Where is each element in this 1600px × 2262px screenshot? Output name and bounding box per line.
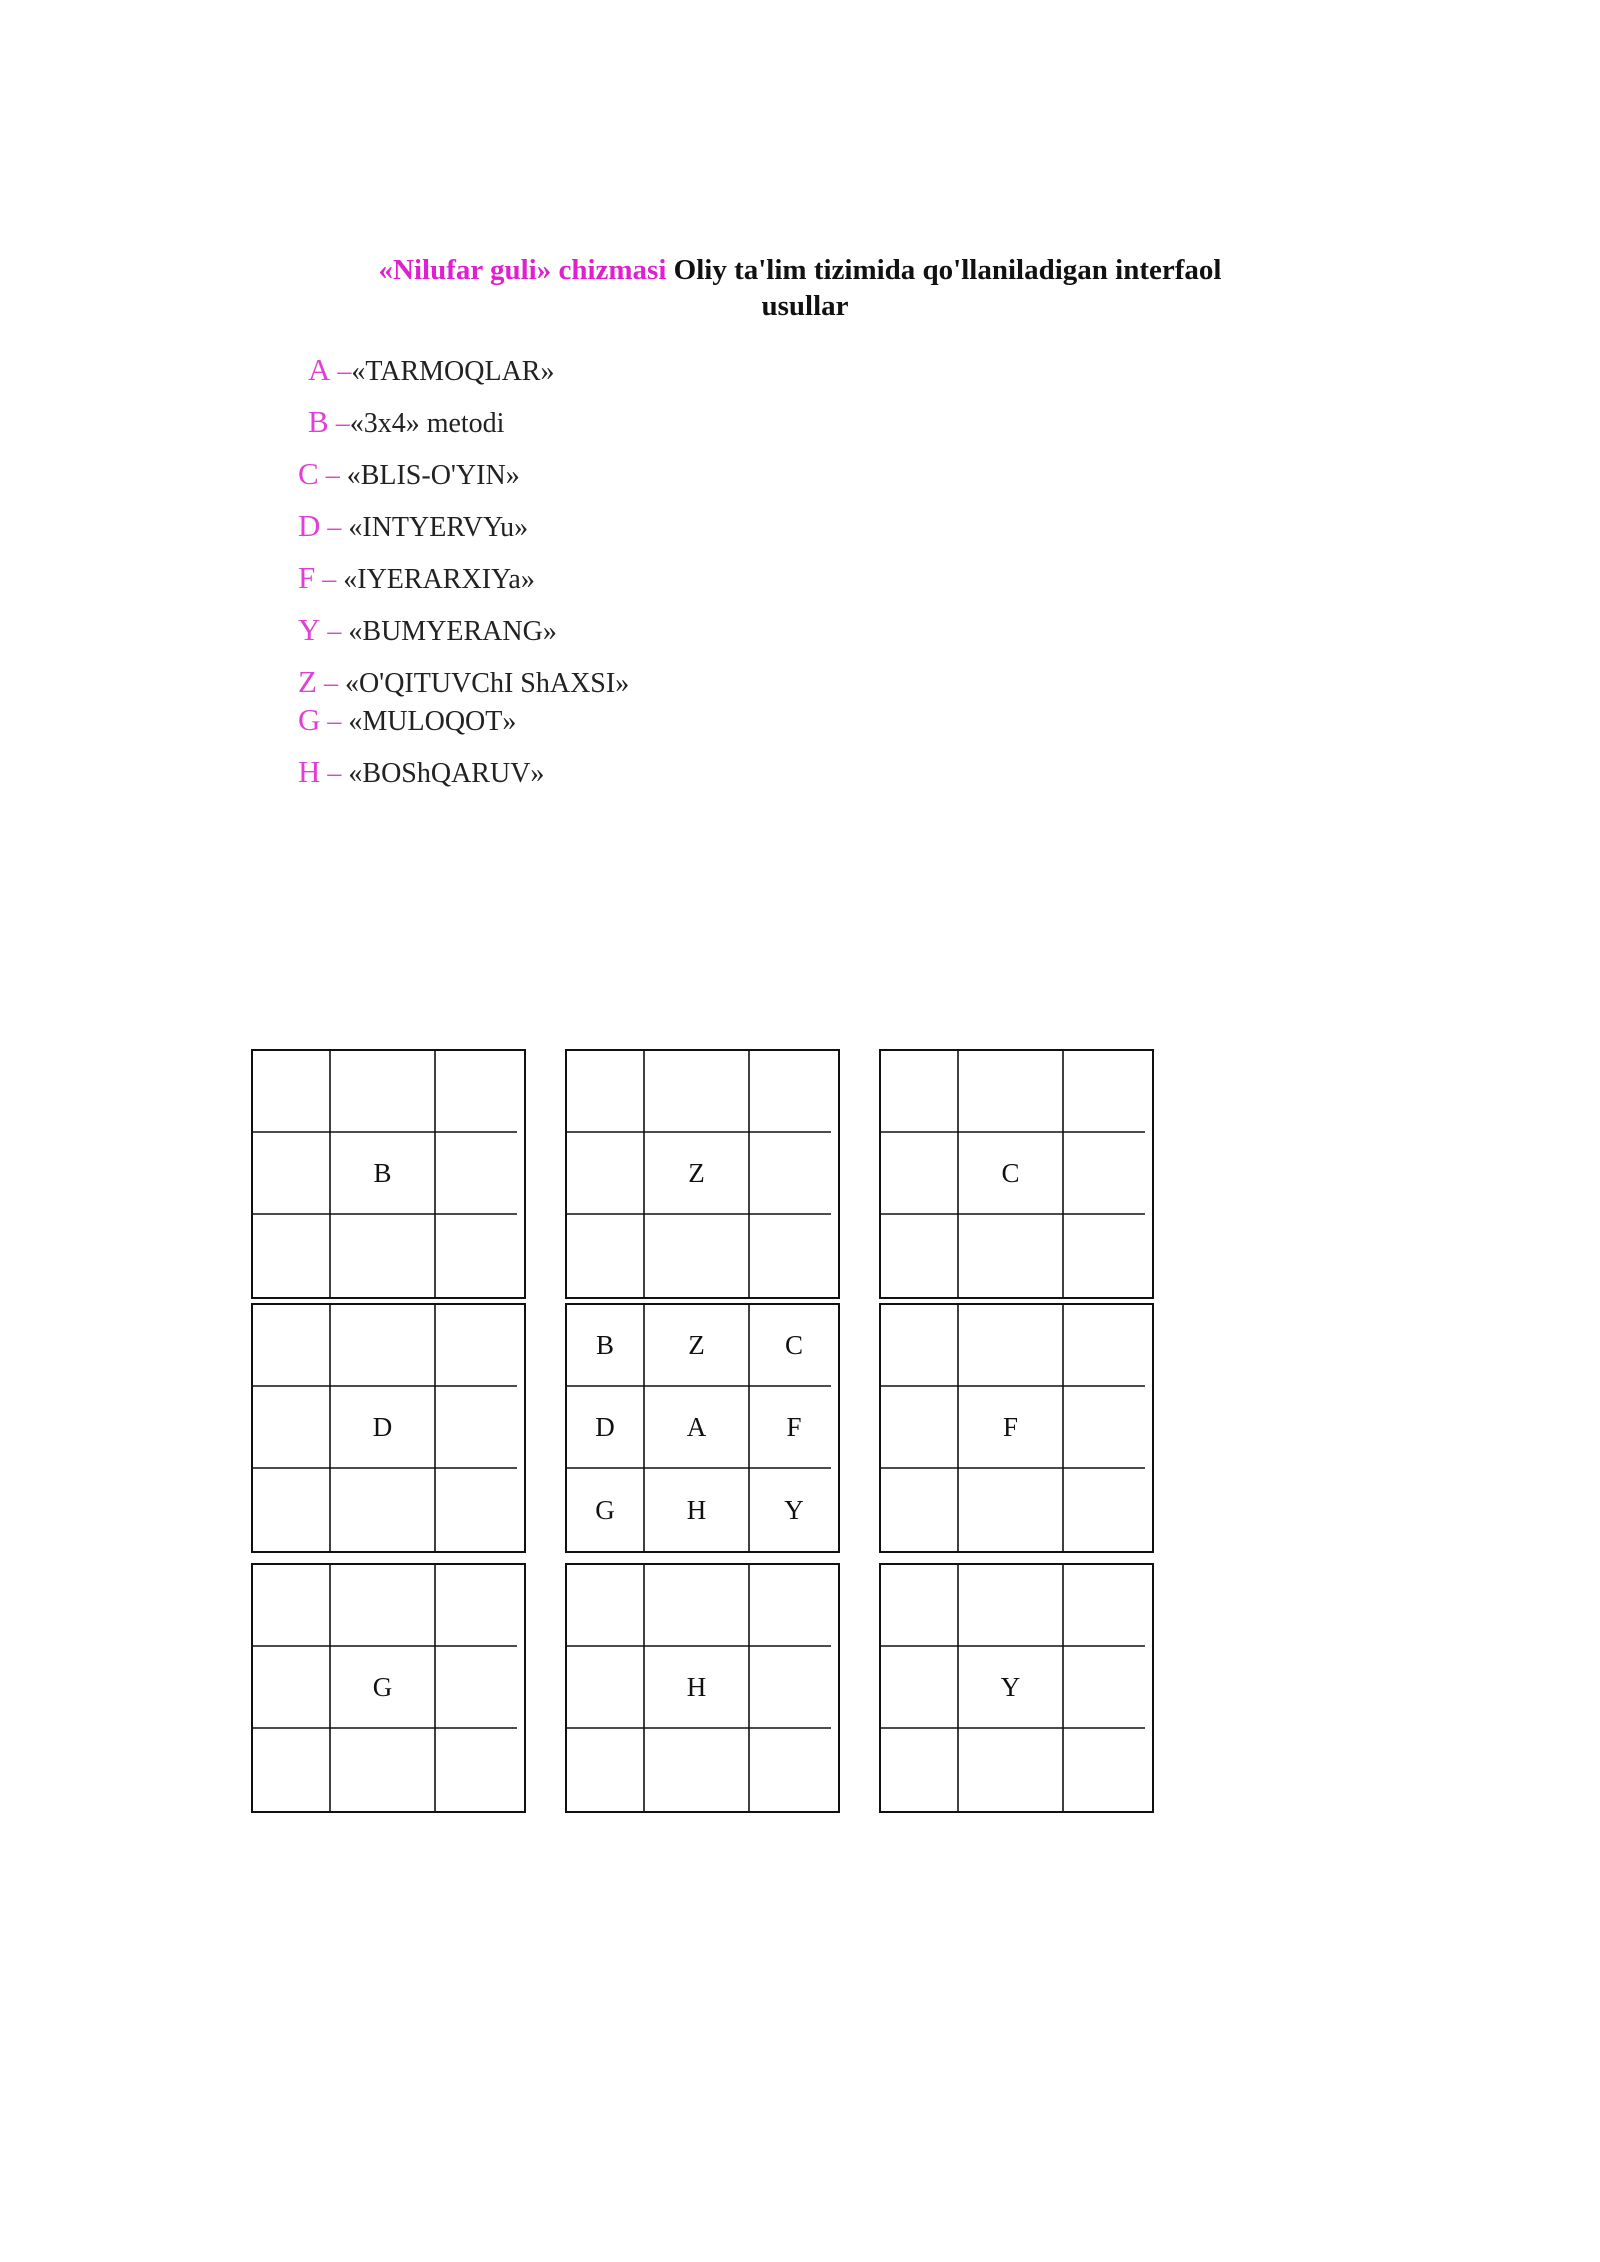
cell-label: Y bbox=[1000, 1672, 1021, 1703]
legend-dash: – bbox=[328, 408, 350, 439]
legend-letter: G bbox=[298, 702, 321, 737]
legend-label: «BLIS-O'YIN» bbox=[346, 460, 520, 491]
cell-label: Z bbox=[688, 1158, 705, 1189]
grid-block-h bbox=[566, 1564, 839, 1812]
grid-block-g bbox=[252, 1564, 525, 1812]
legend-dash: – bbox=[315, 564, 344, 595]
grid-block-z bbox=[566, 1050, 839, 1298]
cell-label: C bbox=[1001, 1158, 1020, 1189]
grid-block-d bbox=[252, 1304, 525, 1552]
legend-letter: Z bbox=[298, 664, 317, 699]
grid-block-f bbox=[880, 1304, 1153, 1552]
cell-label: H bbox=[686, 1672, 707, 1703]
title-line2: usullar bbox=[761, 290, 849, 322]
legend-dash: – bbox=[320, 616, 349, 647]
cell-label: G bbox=[372, 1672, 393, 1703]
legend-letter: Y bbox=[298, 612, 321, 647]
grid-block-c bbox=[880, 1050, 1153, 1298]
cell-label: D bbox=[372, 1412, 393, 1443]
cell-label: F bbox=[1002, 1412, 1019, 1443]
legend-dash: – bbox=[320, 706, 349, 737]
legend-letter: F bbox=[298, 560, 316, 595]
legend-letter: B bbox=[308, 404, 329, 439]
cell-label: F bbox=[786, 1412, 802, 1443]
legend-dash: – bbox=[316, 668, 345, 699]
legend-label: «3x4» metodi bbox=[349, 408, 505, 439]
legend-label: «MULOQOT» bbox=[348, 706, 517, 737]
legend-dash: – bbox=[318, 460, 347, 491]
cell-label: D bbox=[595, 1412, 615, 1443]
legend-letter: H bbox=[298, 754, 321, 789]
title-highlight: «Nilufar guli» chizmasi bbox=[378, 254, 667, 286]
legend-dash: – bbox=[320, 758, 349, 789]
cell-label: Y bbox=[784, 1495, 804, 1526]
legend-label: «IYERARXIYa» bbox=[343, 564, 535, 595]
cell-label: H bbox=[686, 1495, 707, 1526]
grid-block-b bbox=[252, 1050, 525, 1298]
title-rest: Oliy ta'lim tizimida qo'llaniladigan interfaol bbox=[673, 254, 1222, 286]
grid-block-center bbox=[566, 1304, 839, 1552]
grid-block-y bbox=[880, 1564, 1153, 1812]
legend-label: «BOShQARUV» bbox=[348, 758, 545, 789]
cell-label: A bbox=[686, 1412, 707, 1443]
cell-label: B bbox=[595, 1330, 615, 1361]
legend-label: «INTYERVYu» bbox=[348, 512, 529, 543]
cell-label: G bbox=[595, 1495, 615, 1526]
legend-letter: C bbox=[298, 456, 319, 491]
cell-label: C bbox=[784, 1330, 804, 1361]
legend-label: «BUMYERANG» bbox=[348, 616, 557, 647]
legend-dash: – bbox=[320, 512, 349, 543]
legend-letter: A bbox=[308, 352, 331, 387]
legend-dash: – bbox=[330, 356, 352, 387]
cell-label: Z bbox=[688, 1330, 705, 1361]
cell-label: B bbox=[373, 1158, 392, 1189]
legend-label: «TARMOQLAR» bbox=[351, 356, 555, 387]
legend-label: «O'QITUVChI ShAXSI» bbox=[344, 668, 630, 699]
legend-letter: D bbox=[298, 508, 321, 543]
